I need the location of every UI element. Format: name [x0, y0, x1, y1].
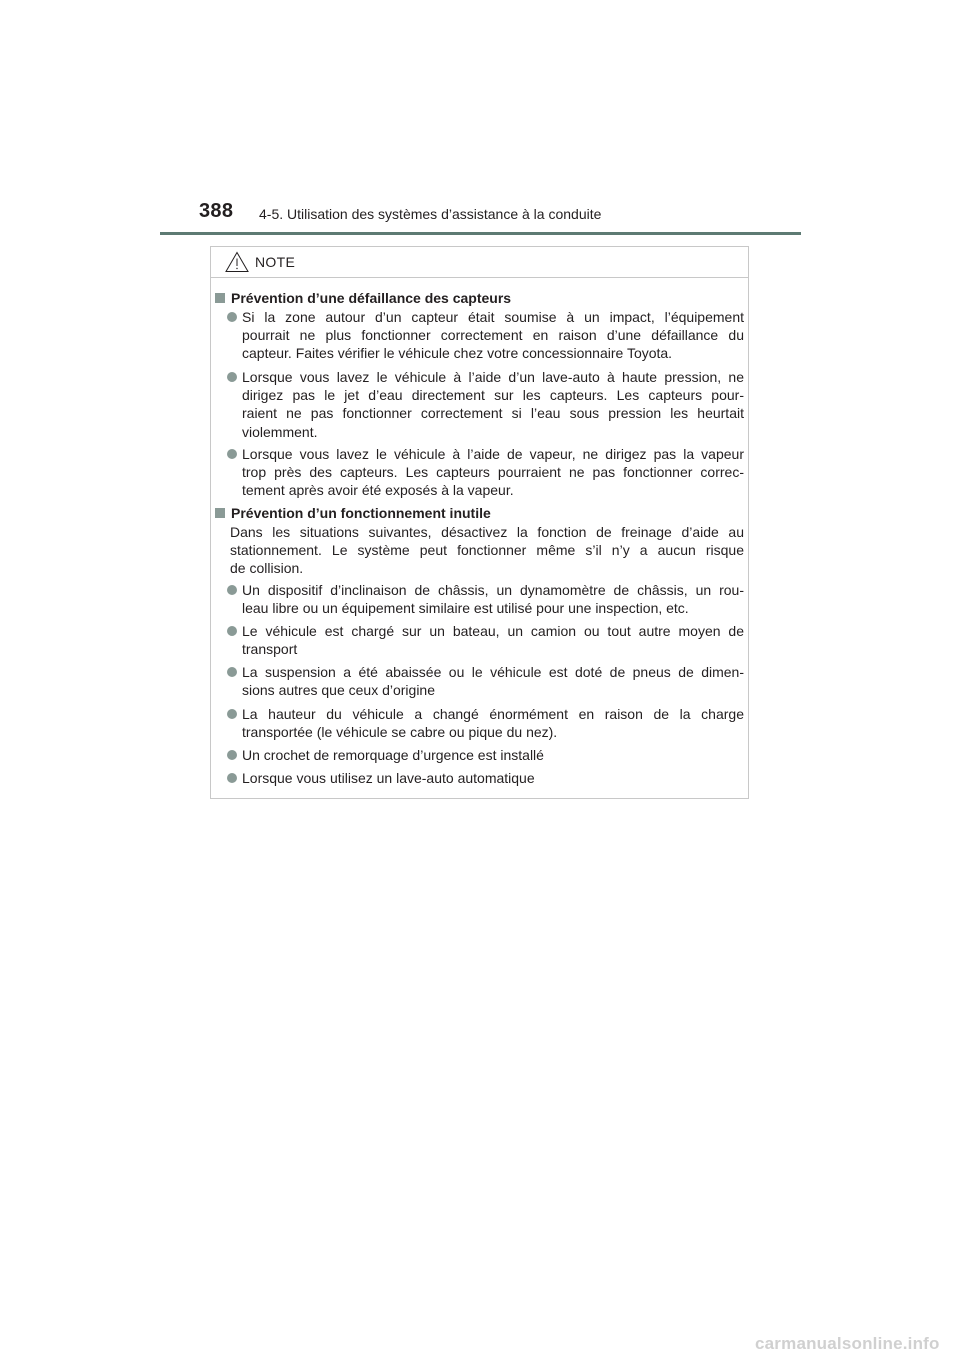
round-bullet-icon: [227, 667, 237, 677]
text-line: capteur. Faites vérifier le véhicule chez votre concessionnaire Toyota.: [242, 345, 673, 362]
text-line: leau libre ou un équipement similaire est utilisé pour une inspection, etc.: [242, 600, 689, 617]
note-label: NOTE: [255, 254, 296, 270]
text-line: Lorsque vous utilisez un lave-auto automatique: [242, 770, 535, 786]
section-title: 4-5. Utilisation des systèmes d’assistance à la conduite: [259, 206, 602, 222]
text-line: violemment.: [242, 423, 318, 440]
warning-triangle-icon: [225, 251, 249, 273]
square-bullet-icon: [215, 293, 225, 303]
list-item: [227, 308, 744, 363]
text-line: Si la zone autour d’un capteur était soumise à un impact, l’équipement: [242, 309, 744, 325]
text-line: stationnement. Le système peut fonctionner même s’il n’y a aucun risque: [230, 542, 744, 559]
section-heading: [215, 289, 511, 307]
list-item-text: [242, 769, 744, 787]
header-rule: [160, 232, 801, 235]
list-item-text: [242, 705, 744, 741]
text-line: transport: [242, 641, 298, 658]
text-line: dirigez pas le jet d’eau directement sur les capteurs. Les capteurs pour-: [242, 387, 744, 404]
round-bullet-icon: [227, 312, 237, 322]
round-bullet-icon: [227, 449, 237, 459]
section-heading: [215, 504, 491, 522]
intro-paragraph: [230, 523, 744, 578]
text-line: de collision.: [230, 560, 304, 577]
list-item: [227, 663, 744, 699]
round-bullet-icon: [227, 773, 237, 783]
text-line: Lorsque vous lavez le véhicule à l’aide de vapeur, ne dirigez pas la vapeur: [242, 446, 744, 462]
section-heading-text: Prévention d’un fonctionnement inutile: [231, 505, 491, 521]
list-item-text: [242, 663, 744, 699]
text-line: La hauteur du véhicule a changé énormément en raison de la charge: [242, 706, 744, 722]
round-bullet-icon: [227, 750, 237, 760]
text-line: raient ne pas fonctionner correctement si l’eau sous pression les heurtait: [242, 405, 744, 422]
watermark: carmanualsonline.info: [755, 1334, 940, 1353]
list-item: [227, 445, 744, 500]
text-line: Un crochet de remorquage d’urgence est installé: [242, 747, 544, 763]
text-line: tement après avoir été exposés à la vapeur.: [242, 482, 514, 499]
text-line: Dans les situations suivantes, désactivez la fonction de freinage d’aide au: [230, 524, 744, 540]
list-item: [227, 746, 744, 764]
list-item: [227, 769, 744, 787]
round-bullet-icon: [227, 709, 237, 719]
text-line: trop près des capteurs. Les capteurs pourraient ne pas fonctionner correc-: [242, 464, 744, 481]
text-line: transportée (le véhicule se cabre ou pique du nez).: [242, 724, 558, 741]
text-line: Lorsque vous lavez le véhicule à l’aide d’un lave-auto à haute pression, ne: [242, 369, 744, 385]
page-header: [0, 0, 960, 240]
note-header: [211, 247, 748, 278]
text-line: sions autres que ceux d’origine: [242, 682, 436, 699]
section-heading-text: Prévention d’une défaillance des capteurs: [231, 290, 512, 306]
list-item: [227, 622, 744, 658]
round-bullet-icon: [227, 372, 237, 382]
note-box: [210, 246, 749, 799]
list-item: [227, 705, 744, 741]
list-item: [227, 581, 744, 617]
text-line: Un dispositif d’inclinaison de châssis, un dynamomètre de châssis, un rou-: [242, 582, 744, 598]
round-bullet-icon: [227, 626, 237, 636]
round-bullet-icon: [227, 585, 237, 595]
text-line: pourrait ne plus fonctionner correctement en raison d’une défaillance du: [242, 327, 744, 344]
list-item-text: [242, 622, 744, 658]
list-item-text: [242, 308, 744, 363]
list-item-text: [242, 445, 744, 500]
page-number: 388: [199, 200, 234, 222]
text-line: Le véhicule est chargé sur un bateau, un camion ou tout autre moyen de: [242, 623, 744, 639]
list-item: [227, 368, 744, 441]
text-line: La suspension a été abaissée ou le véhicule est doté de pneus de dimen-: [242, 664, 744, 680]
list-item-text: [242, 368, 744, 441]
list-item-text: [242, 581, 744, 617]
list-item-text: [242, 746, 744, 764]
square-bullet-icon: [215, 508, 225, 518]
